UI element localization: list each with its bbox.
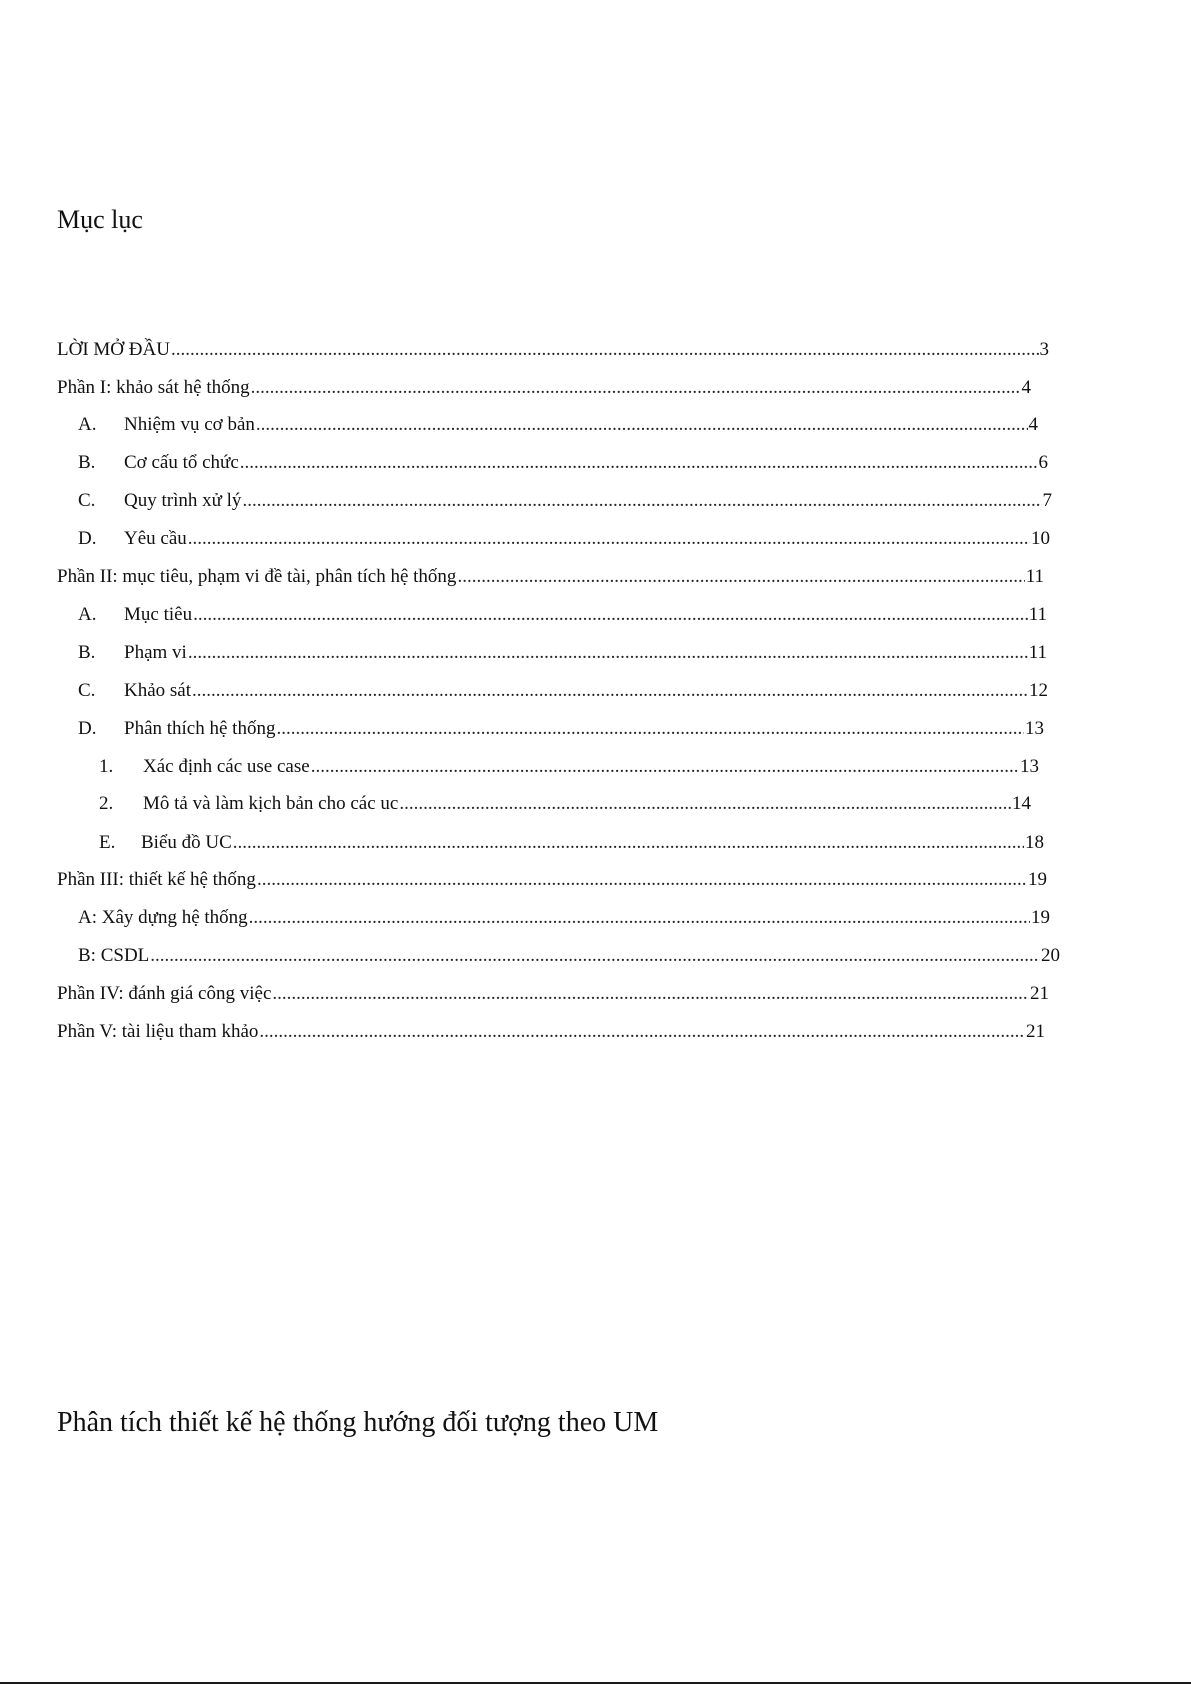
toc-entry-1d[interactable] bbox=[78, 527, 1050, 551]
toc-page-number: 20 bbox=[1041, 945, 1060, 966]
toc-entry-loi-mo-dau[interactable] bbox=[57, 338, 1049, 362]
toc-entry-label: Nhiệm vụ cơ bản bbox=[124, 414, 255, 435]
toc-entry-number: 2. bbox=[99, 793, 114, 814]
toc-entry-2a[interactable] bbox=[78, 603, 1047, 627]
toc-entry-label: Phân thích hệ thống bbox=[124, 718, 276, 739]
toc-page-number: 13 bbox=[1020, 756, 1039, 777]
toc-entry-label: Yêu cầu bbox=[124, 528, 187, 549]
toc-entry-label: Xác định các use case bbox=[143, 756, 310, 777]
toc-entry-number: B. bbox=[78, 642, 96, 663]
toc-dot-leader bbox=[311, 755, 1019, 779]
toc-page-number: 21 bbox=[1030, 983, 1049, 1004]
toc-page-number: 18 bbox=[1025, 832, 1044, 853]
toc-entry-label: Phần I: khảo sát hệ thống bbox=[57, 377, 250, 398]
toc-dot-leader bbox=[233, 831, 1024, 855]
toc-page-number: 11 bbox=[1028, 604, 1047, 625]
toc-entry-number: C. bbox=[78, 680, 96, 701]
toc-entry-label: Phần V: tài liệu tham khảo bbox=[57, 1021, 259, 1042]
toc-dot-leader bbox=[257, 868, 1027, 892]
toc-dot-leader bbox=[251, 376, 1021, 400]
toc-page-number: 6 bbox=[1038, 452, 1048, 473]
cropped-next-page-line bbox=[0, 1682, 1191, 1684]
toc-dot-leader bbox=[150, 944, 1040, 968]
toc-page-number: 13 bbox=[1025, 718, 1044, 739]
toc-dot-leader bbox=[192, 679, 1028, 703]
toc-entry-label: A: Xây dựng hệ thống bbox=[78, 907, 248, 928]
toc-entry-label: Quy trình xử lý bbox=[124, 490, 242, 511]
toc-page-number: 3 bbox=[1039, 339, 1049, 360]
page-bottom-edge bbox=[0, 1680, 1191, 1685]
toc-entry-2b[interactable] bbox=[78, 641, 1047, 665]
toc-page-number: 7 bbox=[1042, 490, 1052, 511]
toc-entry-3b[interactable] bbox=[78, 944, 1060, 968]
toc-page-number: 19 bbox=[1031, 907, 1050, 928]
toc-page-number: 19 bbox=[1028, 869, 1047, 890]
toc-entry-number: A. bbox=[78, 604, 97, 625]
toc-entry-label: Biểu đồ UC bbox=[141, 832, 232, 853]
toc-dot-leader bbox=[457, 565, 1024, 589]
toc-entry-number: 1. bbox=[99, 756, 114, 777]
toc-entry-number: B. bbox=[78, 452, 96, 473]
toc-entry-label: Cơ cấu tổ chức bbox=[124, 452, 239, 473]
toc-entry-2d[interactable] bbox=[78, 717, 1044, 741]
toc-dot-leader bbox=[242, 489, 1041, 513]
toc-entry-2c[interactable] bbox=[78, 679, 1048, 703]
toc-dot-leader bbox=[240, 451, 1038, 475]
toc-dot-leader bbox=[399, 792, 1011, 816]
toc-entry-label: Phạm vi bbox=[124, 642, 187, 663]
toc-entry-label: Khảo sát bbox=[124, 680, 192, 701]
toc-entry-label: Mục tiêu bbox=[124, 604, 193, 625]
toc-dot-leader bbox=[188, 527, 1030, 551]
toc-entry-number: E. bbox=[99, 832, 116, 853]
toc-entry-3a[interactable] bbox=[78, 906, 1050, 930]
toc-entry-label: LỜI MỞ ĐẦU bbox=[57, 339, 170, 360]
toc-entry-1a[interactable] bbox=[78, 413, 1038, 437]
page-title: Mục lục bbox=[57, 205, 143, 234]
toc-entry-2e[interactable] bbox=[99, 831, 1044, 855]
toc-page-number: 4 bbox=[1021, 377, 1031, 398]
toc-entry-phan-5[interactable] bbox=[57, 1020, 1045, 1044]
toc-entry-label: Phần III: thiết kế hệ thống bbox=[57, 869, 256, 890]
toc-dot-leader bbox=[188, 641, 1028, 665]
toc-page-number: 4 bbox=[1028, 414, 1038, 435]
toc-page-number: 11 bbox=[1028, 642, 1047, 663]
toc-entry-2d2[interactable] bbox=[99, 792, 1031, 816]
toc-entry-label: B: CSDL bbox=[78, 945, 150, 966]
toc-dot-leader bbox=[171, 338, 1039, 362]
toc-entry-number: A. bbox=[78, 414, 97, 435]
toc-entry-phan-2[interactable] bbox=[57, 565, 1044, 589]
toc-entry-number: C. bbox=[78, 490, 96, 511]
toc-entry-1b[interactable] bbox=[78, 451, 1048, 475]
toc-entry-phan-1[interactable] bbox=[57, 376, 1031, 400]
document-title: Phân tích thiết kế hệ thống hướng đối tượng theo UM bbox=[57, 1407, 659, 1438]
toc-entry-phan-3[interactable] bbox=[57, 868, 1047, 892]
toc-entry-label: Phần IV: đánh giá công việc bbox=[57, 983, 272, 1004]
toc-entry-2d1[interactable] bbox=[99, 755, 1039, 779]
toc-entry-label: Phần II: mục tiêu, phạm vi đề tài, phân tích hệ thống bbox=[57, 566, 457, 587]
toc-dot-leader bbox=[193, 603, 1028, 627]
toc-dot-leader bbox=[256, 413, 1028, 437]
toc-page-number: 11 bbox=[1025, 566, 1044, 587]
toc-entry-phan-4[interactable] bbox=[57, 982, 1049, 1006]
toc-dot-leader bbox=[259, 1020, 1025, 1044]
toc-page-number: 14 bbox=[1012, 793, 1031, 814]
toc-dot-leader bbox=[249, 906, 1030, 930]
toc-page-number: 21 bbox=[1026, 1021, 1045, 1042]
toc-entry-number: D. bbox=[78, 528, 97, 549]
toc-entry-number: D. bbox=[78, 718, 97, 739]
toc-entry-label: Mô tả và làm kịch bản cho các uc bbox=[143, 793, 399, 814]
toc-page-number: 10 bbox=[1031, 528, 1050, 549]
toc-entry-1c[interactable] bbox=[78, 489, 1052, 513]
toc-page-number: 12 bbox=[1029, 680, 1048, 701]
toc-dot-leader bbox=[272, 982, 1029, 1006]
toc-dot-leader bbox=[276, 717, 1024, 741]
